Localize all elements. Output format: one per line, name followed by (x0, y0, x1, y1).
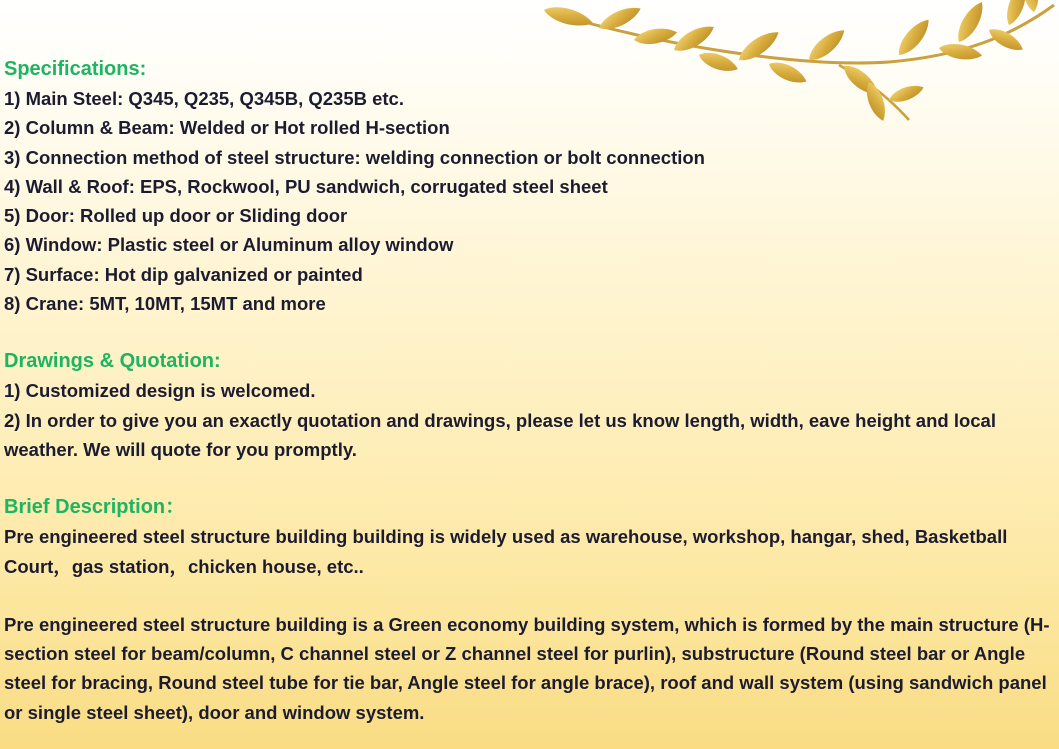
drawings-section (4, 347, 1054, 464)
specifications-section (4, 55, 1054, 318)
drawings-heading: Drawings & Quotation: (4, 350, 221, 373)
brief-paragraph-2: Pre engineered steel structure building is a Green economy building system, which is formed by the main structure (H-section steel for beam/column, C channel steel or Z channel steel for purlin), substructure (Round steel bar or Angle steel for bracing, Round steel tube for tie bar, Angle steel for angle brace), roof and wall system (using sandwich panel or single steel sheet), door and window system. (4, 613, 1050, 723)
spacer (4, 581, 1054, 610)
spec-item-1: 1) Main Steel: Q345, Q235, Q345B, Q235B etc. (4, 88, 404, 109)
drawings-item-2: 2) In order to give you an exactly quotation and drawings, please let us know length, width, eave height and local weather. We will quote for you promptly. (4, 409, 996, 460)
brief-description-section (4, 493, 1054, 727)
document-content (4, 55, 1054, 727)
spec-item-2: 2) Column & Beam: Welded or Hot rolled H-section (4, 117, 450, 139)
spacer (4, 318, 1054, 347)
spacer (4, 464, 1054, 493)
brief-paragraph-1: Pre engineered steel structure building building is widely used as warehouse, workshop, hangar, shed, Basketball Court，gas station，chicken house, etc.. (4, 526, 1008, 577)
specifications-heading: Specifications: (4, 58, 147, 80)
spec-item-3: 3) Connection method of steel structure: welding connection or bolt connection (4, 146, 705, 168)
spec-item-7: 7) Surface: Hot dip galvanized or painted (4, 263, 363, 285)
drawings-item-1: 1) Customized design is welcomed. (4, 380, 316, 402)
spec-item-4: 4) Wall & Roof: EPS, Rockwool, PU sandwich, corrugated steel sheet (4, 175, 608, 197)
brief-description-heading: Brief Description： (4, 496, 186, 519)
spec-item-8: 8) Crane: 5MT, 10MT, 15MT and more (4, 293, 326, 315)
spec-item-6: 6) Window: Plastic steel or Aluminum alloy window (4, 234, 454, 256)
spec-item-5: 5) Door: Rolled up door or Sliding door (4, 205, 348, 227)
